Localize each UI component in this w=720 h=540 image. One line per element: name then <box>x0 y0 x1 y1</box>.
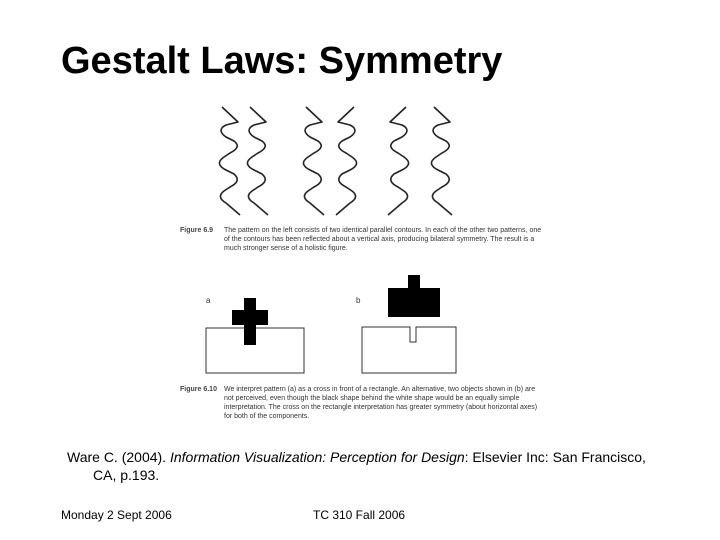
contour-mid-1 <box>303 107 324 215</box>
panel-a-label: a <box>206 296 211 305</box>
contour-right-2 <box>431 107 452 215</box>
figure-6-10-panel-a <box>206 298 304 373</box>
citation-publisher: : Elsevier Inc: San Francisco, <box>464 449 646 465</box>
figure-6-10-caption-text: We interpret pattern (a) as a cross in front of a rectangle. An alternative, two objects shown in (b) are not perceived, even though the black shape behind the white shape would be an equally simple interpretation. The cross on the rectangle interpretation has greater symmetry (about horizontal axes) for both of the components. <box>224 386 538 420</box>
figure-6-9-label: Figure 6.9 <box>180 227 214 234</box>
figure-6-9-caption <box>180 226 544 253</box>
contour-left-2 <box>247 107 268 215</box>
scanned-figure <box>150 95 550 425</box>
contour-left-1 <box>219 107 240 215</box>
citation <box>67 448 677 484</box>
panel-b-label: b <box>356 296 361 305</box>
figure-illustration <box>150 95 550 425</box>
citation-location: CA, p.193. <box>93 467 160 483</box>
panel-b-white-shape <box>362 327 456 373</box>
contour-right-1 <box>388 107 409 215</box>
panel-b-black-shape <box>388 275 440 317</box>
citation-book-title: Information Visualization: Perception for Design <box>169 449 465 465</box>
citation-prefix: Ware C. (2004). <box>67 449 170 465</box>
slide-title: Gestalt Laws: Symmetry <box>61 40 503 82</box>
figure-6-10-caption <box>180 385 544 421</box>
footer-date: Monday 2 Sept 2006 <box>61 508 172 522</box>
figure-6-10-panel-b <box>362 275 456 373</box>
figure-6-9-caption-text: The pattern on the left consists of two identical parallel contours. In each of the other two patterns, one of the contours has been reflected about a vertical axis, producing bilateral symmetry. The result is a much stronger sense of a holistic figure. <box>224 227 542 252</box>
figure-6-9-contours <box>219 107 452 215</box>
contour-mid-2 <box>336 107 357 215</box>
footer-course: TC 310 Fall 2006 <box>313 508 406 522</box>
figure-6-10-label: Figure 6.10 <box>180 386 217 393</box>
